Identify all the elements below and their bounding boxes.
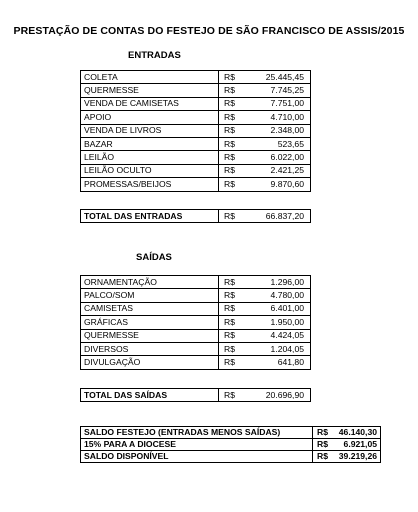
saldo-table bbox=[80, 426, 381, 463]
saldo-value: 39.219,26 bbox=[338, 451, 377, 461]
saidas-row bbox=[81, 356, 311, 369]
entradas-currency: R$ bbox=[219, 71, 247, 84]
saidas-item: DIVULGAÇÃO bbox=[81, 356, 219, 369]
saidas-item: PALCO/SOM bbox=[81, 289, 219, 302]
total-saidas-table bbox=[80, 388, 311, 402]
saidas-currency: R$ bbox=[219, 289, 247, 302]
saldo-amount bbox=[313, 451, 381, 463]
saldo-currency: R$ bbox=[317, 427, 328, 437]
saldo-amount bbox=[313, 439, 381, 451]
saldo-amount bbox=[313, 427, 381, 439]
total-saidas-currency: R$ bbox=[219, 389, 247, 402]
entradas-row bbox=[81, 71, 311, 84]
entradas-currency: R$ bbox=[219, 97, 247, 110]
entradas-row bbox=[81, 178, 311, 191]
saidas-row bbox=[81, 316, 311, 329]
saidas-value: 4.780,00 bbox=[247, 289, 311, 302]
entradas-value: 25.445,45 bbox=[247, 71, 311, 84]
entradas-heading: ENTRADAS bbox=[128, 50, 181, 61]
entradas-item: VENDA DE CAMISETAS bbox=[81, 97, 219, 110]
saldo-item: 15% PARA A DIOCESE bbox=[81, 439, 313, 451]
saidas-currency: R$ bbox=[219, 342, 247, 355]
saldo-currency: R$ bbox=[317, 451, 328, 461]
entradas-value: 4.710,00 bbox=[247, 111, 311, 124]
entradas-item: BAZAR bbox=[81, 137, 219, 150]
total-entradas-table bbox=[80, 209, 311, 223]
entradas-currency: R$ bbox=[219, 124, 247, 137]
saldo-row bbox=[81, 439, 381, 451]
entradas-row bbox=[81, 84, 311, 97]
entradas-currency: R$ bbox=[219, 151, 247, 164]
saldo-row bbox=[81, 427, 381, 439]
entradas-row bbox=[81, 164, 311, 177]
saidas-heading: SAÍDAS bbox=[136, 252, 172, 263]
entradas-currency: R$ bbox=[219, 164, 247, 177]
saidas-value: 4.424,05 bbox=[247, 329, 311, 342]
saldo-item: SALDO DISPONÍVEL bbox=[81, 451, 313, 463]
saidas-currency: R$ bbox=[219, 316, 247, 329]
saidas-currency: R$ bbox=[219, 356, 247, 369]
entradas-item: QUERMESSE bbox=[81, 84, 219, 97]
entradas-item: APOIO bbox=[81, 111, 219, 124]
saidas-value: 641,80 bbox=[247, 356, 311, 369]
entradas-value: 2.421,25 bbox=[247, 164, 311, 177]
total-entradas-row bbox=[81, 210, 311, 223]
entradas-item: COLETA bbox=[81, 71, 219, 84]
entradas-currency: R$ bbox=[219, 178, 247, 191]
saidas-item: GRÁFICAS bbox=[81, 316, 219, 329]
entradas-item: LEILÃO OCULTO bbox=[81, 164, 219, 177]
entradas-value: 523,65 bbox=[247, 137, 311, 150]
saidas-value: 1.204,05 bbox=[247, 342, 311, 355]
entradas-currency: R$ bbox=[219, 84, 247, 97]
entradas-currency: R$ bbox=[219, 137, 247, 150]
saidas-row bbox=[81, 289, 311, 302]
entradas-value: 2.348,00 bbox=[247, 124, 311, 137]
saidas-item: ORNAMENTAÇÃO bbox=[81, 276, 219, 289]
entradas-item: VENDA DE LIVROS bbox=[81, 124, 219, 137]
saidas-item: CAMISETAS bbox=[81, 302, 219, 315]
saidas-item: DIVERSOS bbox=[81, 342, 219, 355]
saidas-row bbox=[81, 276, 311, 289]
total-entradas-currency: R$ bbox=[219, 210, 247, 223]
entradas-value: 6.022,00 bbox=[247, 151, 311, 164]
saidas-currency: R$ bbox=[219, 276, 247, 289]
entradas-row bbox=[81, 151, 311, 164]
entradas-item: PROMESSAS/BEIJOS bbox=[81, 178, 219, 191]
saldo-row bbox=[81, 451, 381, 463]
entradas-row bbox=[81, 137, 311, 150]
saidas-row bbox=[81, 302, 311, 315]
saidas-table bbox=[80, 275, 311, 370]
entradas-row bbox=[81, 97, 311, 110]
entradas-value: 7.745,25 bbox=[247, 84, 311, 97]
saldo-item: SALDO FESTEJO (ENTRADAS MENOS SAÍDAS) bbox=[81, 427, 313, 439]
entradas-currency: R$ bbox=[219, 111, 247, 124]
total-entradas-value: 66.837,20 bbox=[247, 210, 311, 223]
entradas-item: LEILÃO bbox=[81, 151, 219, 164]
saldo-currency: R$ bbox=[317, 439, 328, 449]
entradas-row bbox=[81, 124, 311, 137]
saldo-value: 6.921,05 bbox=[343, 439, 377, 449]
saidas-value: 1.296,00 bbox=[247, 276, 311, 289]
saidas-row bbox=[81, 329, 311, 342]
entradas-row bbox=[81, 111, 311, 124]
saidas-value: 6.401,00 bbox=[247, 302, 311, 315]
saidas-currency: R$ bbox=[219, 302, 247, 315]
entradas-value: 7.751,00 bbox=[247, 97, 311, 110]
saidas-item: QUERMESSE bbox=[81, 329, 219, 342]
entradas-value: 9.870,60 bbox=[247, 178, 311, 191]
document-title: PRESTAÇÃO DE CONTAS DO FESTEJO DE SÃO FRANCISCO DE ASSIS/2015 bbox=[13, 25, 405, 37]
total-entradas-label: TOTAL DAS ENTRADAS bbox=[81, 210, 219, 223]
saidas-currency: R$ bbox=[219, 329, 247, 342]
total-saidas-label: TOTAL DAS SAÍDAS bbox=[81, 389, 219, 402]
saidas-row bbox=[81, 342, 311, 355]
total-saidas-row bbox=[81, 389, 311, 402]
total-saidas-value: 20.696,90 bbox=[247, 389, 311, 402]
saidas-value: 1.950,00 bbox=[247, 316, 311, 329]
entradas-table bbox=[80, 70, 311, 192]
saldo-value: 46.140,30 bbox=[338, 427, 377, 437]
